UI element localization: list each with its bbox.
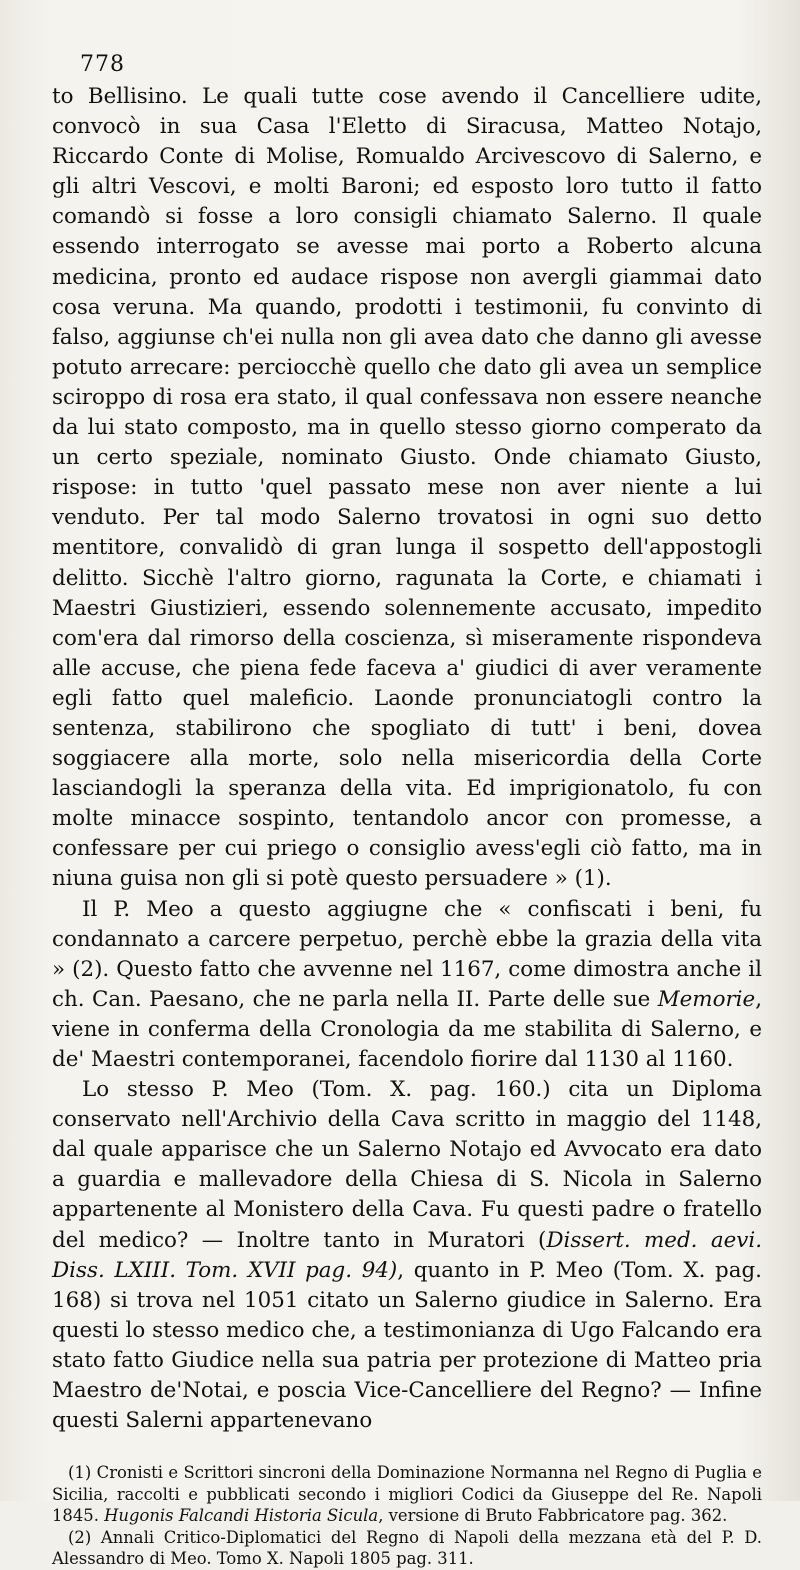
paragraph-3-paren: ( <box>538 1227 547 1253</box>
footnote-1-b: , versione di Bruto Fabbricatore pag. 362. <box>378 1506 728 1526</box>
paragraph-3 <box>52 1075 762 1436</box>
footnotes <box>52 1462 762 1570</box>
paragraph-2 <box>52 895 762 1076</box>
footnote-1-italic: Hugonis Falcandi Historia Sicula <box>104 1506 379 1526</box>
muratori-citation: Dissert. med. aevi. Diss. LXIII. Tom. XVII pag. 94) <box>52 1227 762 1283</box>
paragraph-2-head: Il P. Meo a questo aggiugne che « confiscati i beni, fu condannato a carcere perpetuo, perchè ebbe la grazia della vita » (2). Questo fatto che avvenne nel 1167, come dimostra anche il ch. Can. Paesano, che ne parla nella II. Parte delle sue <box>52 896 762 1012</box>
footnote-2: (2) Annali Critico-Diplomatici del Regno di Napoli della mezzana età del P. D. Alessandro di Meo. Tomo X. Napoli 1805 pag. 311. <box>52 1527 762 1569</box>
page-number: 778 <box>80 52 125 77</box>
memorie-title: Memorie <box>657 986 756 1012</box>
main-text <box>52 82 762 1436</box>
paragraph-2-tail: , viene in conferma della Cronologia da me stabilita di Salerno, e de' Maestri contemporanei, facendolo fiorire dal 1130 al 1160. <box>52 986 762 1072</box>
paragraph-3-tail: , quanto in P. Meo (Tom. X. pag. 168) si trova nel 1051 citato un Salerno giudice in Salerno. Era questi lo stesso medico che, a testimonianza di Ugo Falcando era stato fatto Giudice nella sua patria per protezione di Matteo pria Maestro de'Notai, e poscia Vice-Cancelliere del Regno? — Infine questi Salerni appartenevano <box>52 1257 762 1434</box>
footnote-1 <box>52 1462 762 1527</box>
paragraph-1: to Bellisino. Le quali tutte cose avendo il Cancelliere udite, convocò in sua Casa l'Eletto di Siracusa, Matteo Notajo, Riccardo Conte di Molise, Romualdo Arcivescovo di Salerno, e gli altri Vescovi, e molti Baroni; ed esposto loro tutto il fatto comandò si fosse a loro consigli chiamato Salerno. Il quale essendo interrogato se avesse mai porto a Roberto alcuna medicina, pronto ed audace rispose non avergli giammai dato cosa veruna. Ma quando, prodotti i testimonii, fu convinto di falso, aggiunse ch'ei nulla non gli avea dato che danno gli avesse potuto arrecare: perciocchè quello che dato gli avea un semplice sciroppo di rosa era stato, il qual confessava non essere neanche da lui stato composto, ma in quello stesso giorno comperato da un certo speziale, nominato Giusto. Onde chiamato Giusto, rispose: in tutto 'quel passato mese non aver niente a lui venduto. Per tal modo Salerno trovatosi in ogni suo detto mentitore, convalidò di gran lunga il sospetto dell'appostogli delitto. Sicchè l'altro giorno, ragunata la Corte, e chiamati i Maestri Giustizieri, essendo solennemente accusato, impedito com'era dal rimorso della coscienza, sì miseramente rispondeva alle accuse, che piena fede faceva a' giudici di aver veramente egli fatto quel maleficio. Laonde pronunciatogli contro la sentenza, stabilirono che spogliato di tutt' i beni, dovea soggiacere alla morte, solo nella misericordia della Corte lasciandogli la speranza della vita. Ed imprigionatolo, fu con molte minacce sospinto, tentandolo ancor con promesse, a confessare per cui priego o consiglio avess'egli ciò fatto, ma in niuna guisa non gli si potè questo persuadere » (1). <box>52 84 762 892</box>
footnote-1-a: (1) Cronisti e Scrittori sincroni della Dominazione Normanna nel Regno di Puglia e Sicilia, raccolti e pubblicati secondo i migliori Codici da Giuseppe del Re. Napoli 1845. <box>52 1463 762 1526</box>
paragraph-3-head: Lo stesso P. Meo (Tom. X. pag. 160.) cita un Diploma conservato nell'Archivio della Cava scritto in maggio del 1148, dal quale apparisce che un Salerno Notajo ed Avvocato era dato a guardia e mallevadore della Chiesa di S. Nicola in Salerno appartenente al Monistero della Cava. Fu questi padre o fratello del medico? — Inoltre tanto in Muratori <box>52 1077 762 1253</box>
